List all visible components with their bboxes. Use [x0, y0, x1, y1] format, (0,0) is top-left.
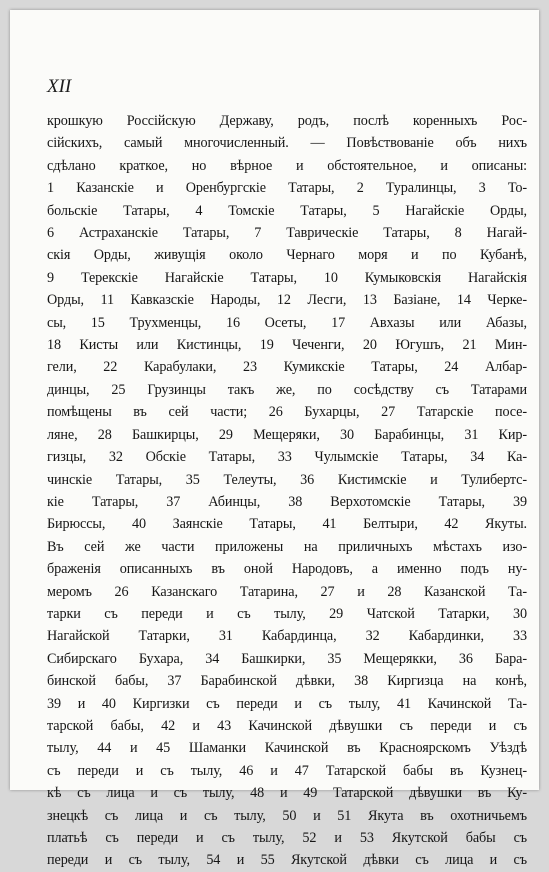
text-line: ляне, 28 Башкирцы, 29 Мещеряки, 30 Барабинцы, 31 Кир-	[47, 426, 527, 443]
book-page	[10, 10, 539, 869]
text-line: браженія описанныхъ въ оной Народовъ, а именно подъ ну-	[47, 561, 527, 578]
text-line: кіе Татары, 37 Абинцы, 38 Верхотомскіе Татары, 39	[47, 493, 527, 510]
body-text	[47, 110, 527, 872]
text-line: знецкѣ съ лица и съ тылу, 50 и 51 Якута въ охотничьемъ	[47, 807, 527, 824]
text-line: динцы, 25 Грузинцы такъ же, по сосѣдству съ Татарами	[47, 381, 527, 398]
text-line: 18 Кисты или Кистинцы, 19 Чеченги, 20 Югушъ, 21 Мин-	[47, 337, 527, 354]
text-line: кѣ съ лица и съ тылу, 48 и 49 Татарской дѣвушки въ Ку-	[47, 785, 527, 802]
text-line: крошкую Россійскую Державу, родъ, послѣ коренныхъ Рос-	[47, 113, 527, 129]
text-line: больскіе Татары, 4 Томскіе Татары, 5 Нагайскіе Орды,	[47, 202, 527, 219]
text-line: платьѣ съ переди и съ тылу, 52 и 53 Якутской бабы съ	[47, 830, 527, 846]
text-line: 6 Астраханскіе Татары, 7 Таврическіе Татары, 8 Нагай-	[47, 225, 527, 242]
text-line: бинской бабы, 37 Барабинской дѣвки, 38 Киргизца на конѣ,	[47, 673, 527, 690]
text-line: съ переди и съ тылу, 46 и 47 Татарской бабы въ Кузнец-	[47, 762, 527, 779]
text-line: гели, 22 Карабулаки, 23 Кумикскіе Татары, 24 Албар-	[47, 359, 527, 376]
text-line: помѣщены въ сей части; 26 Бухарцы, 27 Татарскіе посе-	[47, 404, 527, 421]
text-line: гизцы, 32 Обскіе Татары, 33 Чулымскіе Татары, 34 Ка-	[47, 449, 527, 466]
text-line: сійскихъ, самый многочисленный. — Повѣствованіе объ нихъ	[47, 135, 527, 152]
text-line: тылу, 44 и 45 Шаманки Качинской въ Красноярскомъ Уѣздѣ	[47, 740, 527, 757]
text-line: Орды, 11 Кавказскіе Народы, 12 Лесги, 13 Базіане, 14 Черке-	[47, 292, 527, 309]
text-line: 1 Казанскіе и Оренбургскіе Татары, 2 Туралинцы, 3 То-	[47, 180, 527, 197]
text-line: Нагайской Татарки, 31 Кабардинца, 32 Кабардинки, 33	[47, 628, 527, 645]
text-line: сы, 15 Трухменцы, 16 Осеты, 17 Авхазы или Абазы,	[47, 314, 527, 331]
page-number: XII	[47, 76, 72, 97]
text-line: Въ сей же части приложены на приличныхъ мѣстахъ изо-	[47, 538, 527, 555]
text-line: тарской бабы, 42 и 43 Качинской дѣвушки съ переди и съ	[47, 717, 527, 734]
text-line: 39 и 40 Киргизки съ переди и съ тылу, 41 Качинской Та-	[47, 695, 527, 712]
text-line: переди и съ тылу, 54 и 55 Якутской дѣвки съ лица и съ	[47, 852, 527, 869]
text-line: Бирюссы, 40 Заянскіе Татары, 41 Белтыри, 42 Якуты.	[47, 516, 527, 533]
text-line: меромъ 26 Казанскаго Татарина, 27 и 28 Казанской Та-	[47, 583, 527, 600]
text-line: 9 Терекскіе Нагайскіе Татары, 10 Кумыковскія Нагайскія	[47, 269, 527, 286]
text-line: чинскіе Татары, 35 Телеуты, 36 Кистимскіе и Тулибертс-	[47, 471, 527, 488]
text-line: скія Орды, живущія около Чернаго моря и по Кубанѣ,	[47, 247, 527, 264]
text-line: Сибирскаго Бухара, 34 Башкирки, 35 Мещерякки, 36 Бара-	[47, 650, 527, 667]
text-line: сдѣлано краткое, но вѣрное и обстоятельное, и описаны:	[47, 157, 527, 174]
text-line: тарки съ переди и съ тылу, 29 Чатской Татарки, 30	[47, 605, 527, 622]
